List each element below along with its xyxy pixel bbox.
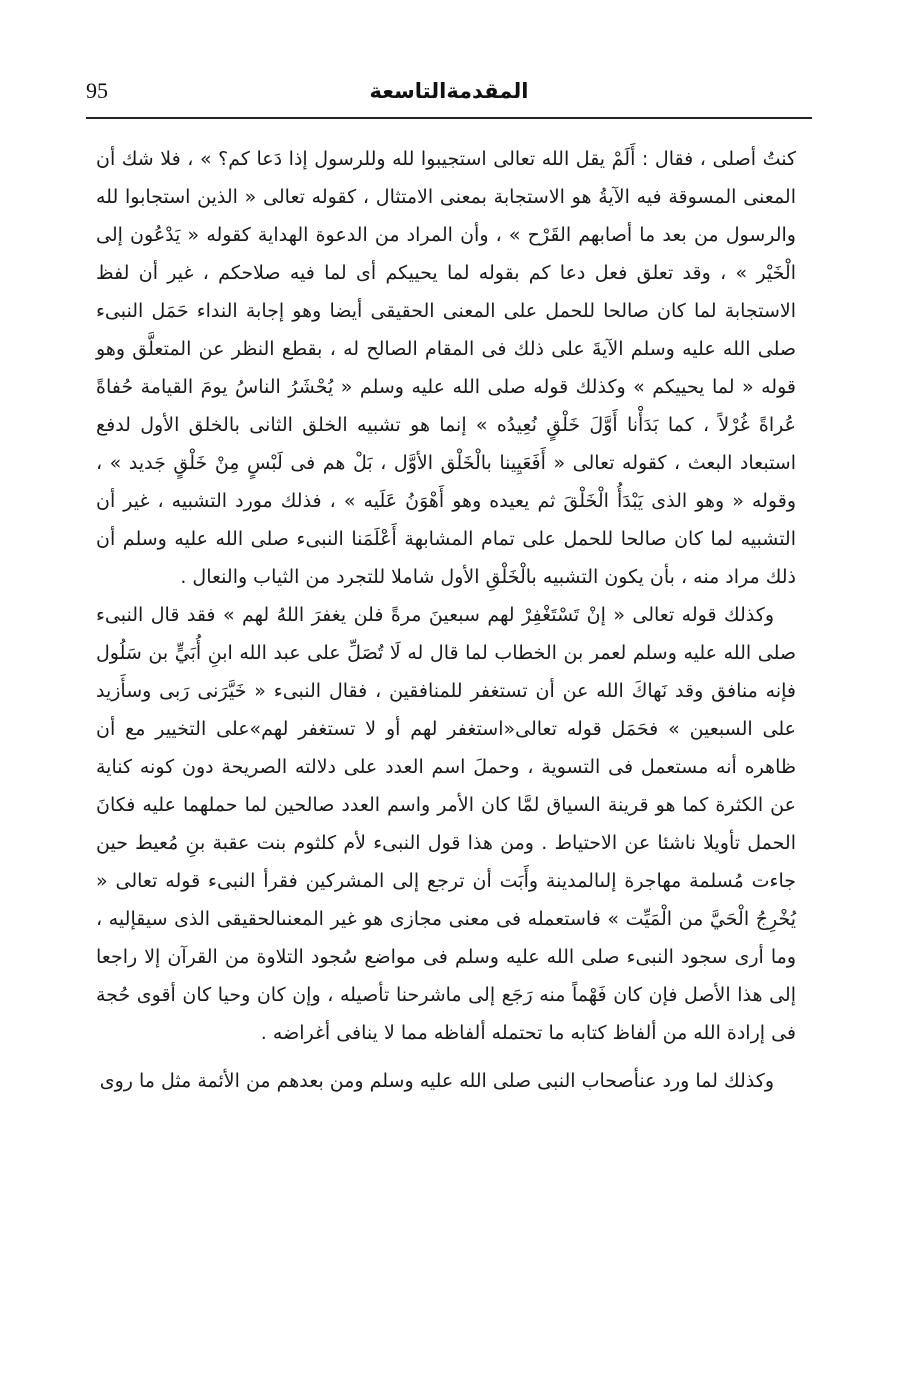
- page-header: [86, 76, 812, 112]
- paragraph-3: وكذلك لما ورد عنأصحاب النبى صلى الله عليه وسلم ومن بعدهم من الأئمة مثل ما روى: [99, 1070, 774, 1092]
- body-text: [96, 140, 796, 1100]
- page-number: 95: [86, 78, 108, 103]
- running-head: المقدمةالتاسعة: [369, 79, 529, 103]
- header-rule: [86, 117, 812, 119]
- paragraph-2: وكذلك قوله تعالى « إنْ تَسْتَغْفِرْ لهم سبعينَ مرةً فلن يغفرَ اللهُ لهم » فقد قال النبىء صلى الله عليه وسلم لعمر بن الخطاب لما قال له لَا تُصَلِّ على عبد الله ابنِ أُبَيٍّ بن سَلُول فإنه منافق وقد نَهاكَ الله عن أن تستغفر للمنافقين ، فقال النبىء « خَيَّرَنى رَبى وسأَزيد على السبعين » فحَمَل قوله تعالى«استغفر لهم أو لا تستغفر لهم»على التخيير مع أن ظاهره أنه مستعمل فى التسوية ، وحملَ اسم العدد على دلالته الصريحة دون كونه كناية عن الكثرة كما هو قرينة السياق لمَّا كان الأمر واسم العدد صالحين لما حملهما عليه فكانَ الحمل تأويلا ناشئا عن الاحتياط . ومن هذا قول النبىء لأم كلثوم بنت عقبة بنِ مُعيط حين جاءت مُسلمة مهاجرة إلىالمدينة وأَبَت أن ترجع إلى المشركين فقرأ النبىء قوله تعالى « يُخْرِجُ الْحَيَّ من الْمَيِّت » فاستعمله فى معنى مجازى هو غير المعنىالحقيقى الذى سيقإليه ، وما أرى سجود النبىء صلى الله عليه وسلم فى مواضع سُجود التلاوة من القرآن إلا راجعا إلى هذا الأصل فإن كان فَهْماً منه رَجَع إلى ماشرحنا تأصيله ، وإن كان وحيا كان أقوى حُجة فى إرادة الله من ألفاظ كتابه ما تحتمله ألفاظه مما لا ينافى أغراضه .: [96, 604, 796, 1044]
- paragraph-1: كنتُ أصلى ، فقال : أَلَمْ يقل الله تعالى استجيبوا لله وللرسول إذا دَعا كم؟ » ، فلا شك أن المعنى المسوقة فيه الآيةُ هو الاستجابة بمعنى الامتثال ، كقوله تعالى « الذين استجابوا لله والرسول من بعد ما أصابهم القَرْح » ، وأن المراد من الدعوة الهداية كقوله « يَدْعُون إلى الْخَيْر » ، وقد تعلق فعل دعا كم بقوله لما يحييكم أى لما فيه صلاحكم ، غير أن لفظ الاستجابة لما كان صالحا للحمل على المعنى الحقيقى أيضا وهو إجابة النداء حَمَل النبىء صلى الله عليه وسلم الآيةَ على ذلك فى المقام الصالح له ، بقطع النظر عن المتعلَّق وهو قوله « لما يحييكم » وكذلك قوله صلى الله عليه وسلم « يُحْشَرُ الناسُ يومَ القيامة حُفاةً عُراةً غُرْلاً ، كما بَدَأْنا أَوَّلَ خَلْقٍ نُعِيدُه » إنما هو تشبيه الخلق الثانى بالخلق الأول لدفع استبعاد البعث ، كقوله تعالى « أَفَعَيِينا بالْخَلْق الأوَّل ، بَلْ هم فى لَبْسٍ مِنْ خَلْقٍ جَديد » ، وقوله « وهو الذى يَبْدَأُ الْخَلْقَ ثم يعيده وهو أَهْوَنُ عَلَيه » ، فذلك مورد التشبيه ، غير أن التشبيه لما كان صالحا للحمل على تمام المشابهة أَعْلَمَنا النبىء صلى الله عليه وسلم أن ذلك مراد منه ، بأن يكون التشبيه بالْخَلْقِ الأول شاملا للتجرد من الثياب والنعال .: [96, 148, 796, 588]
